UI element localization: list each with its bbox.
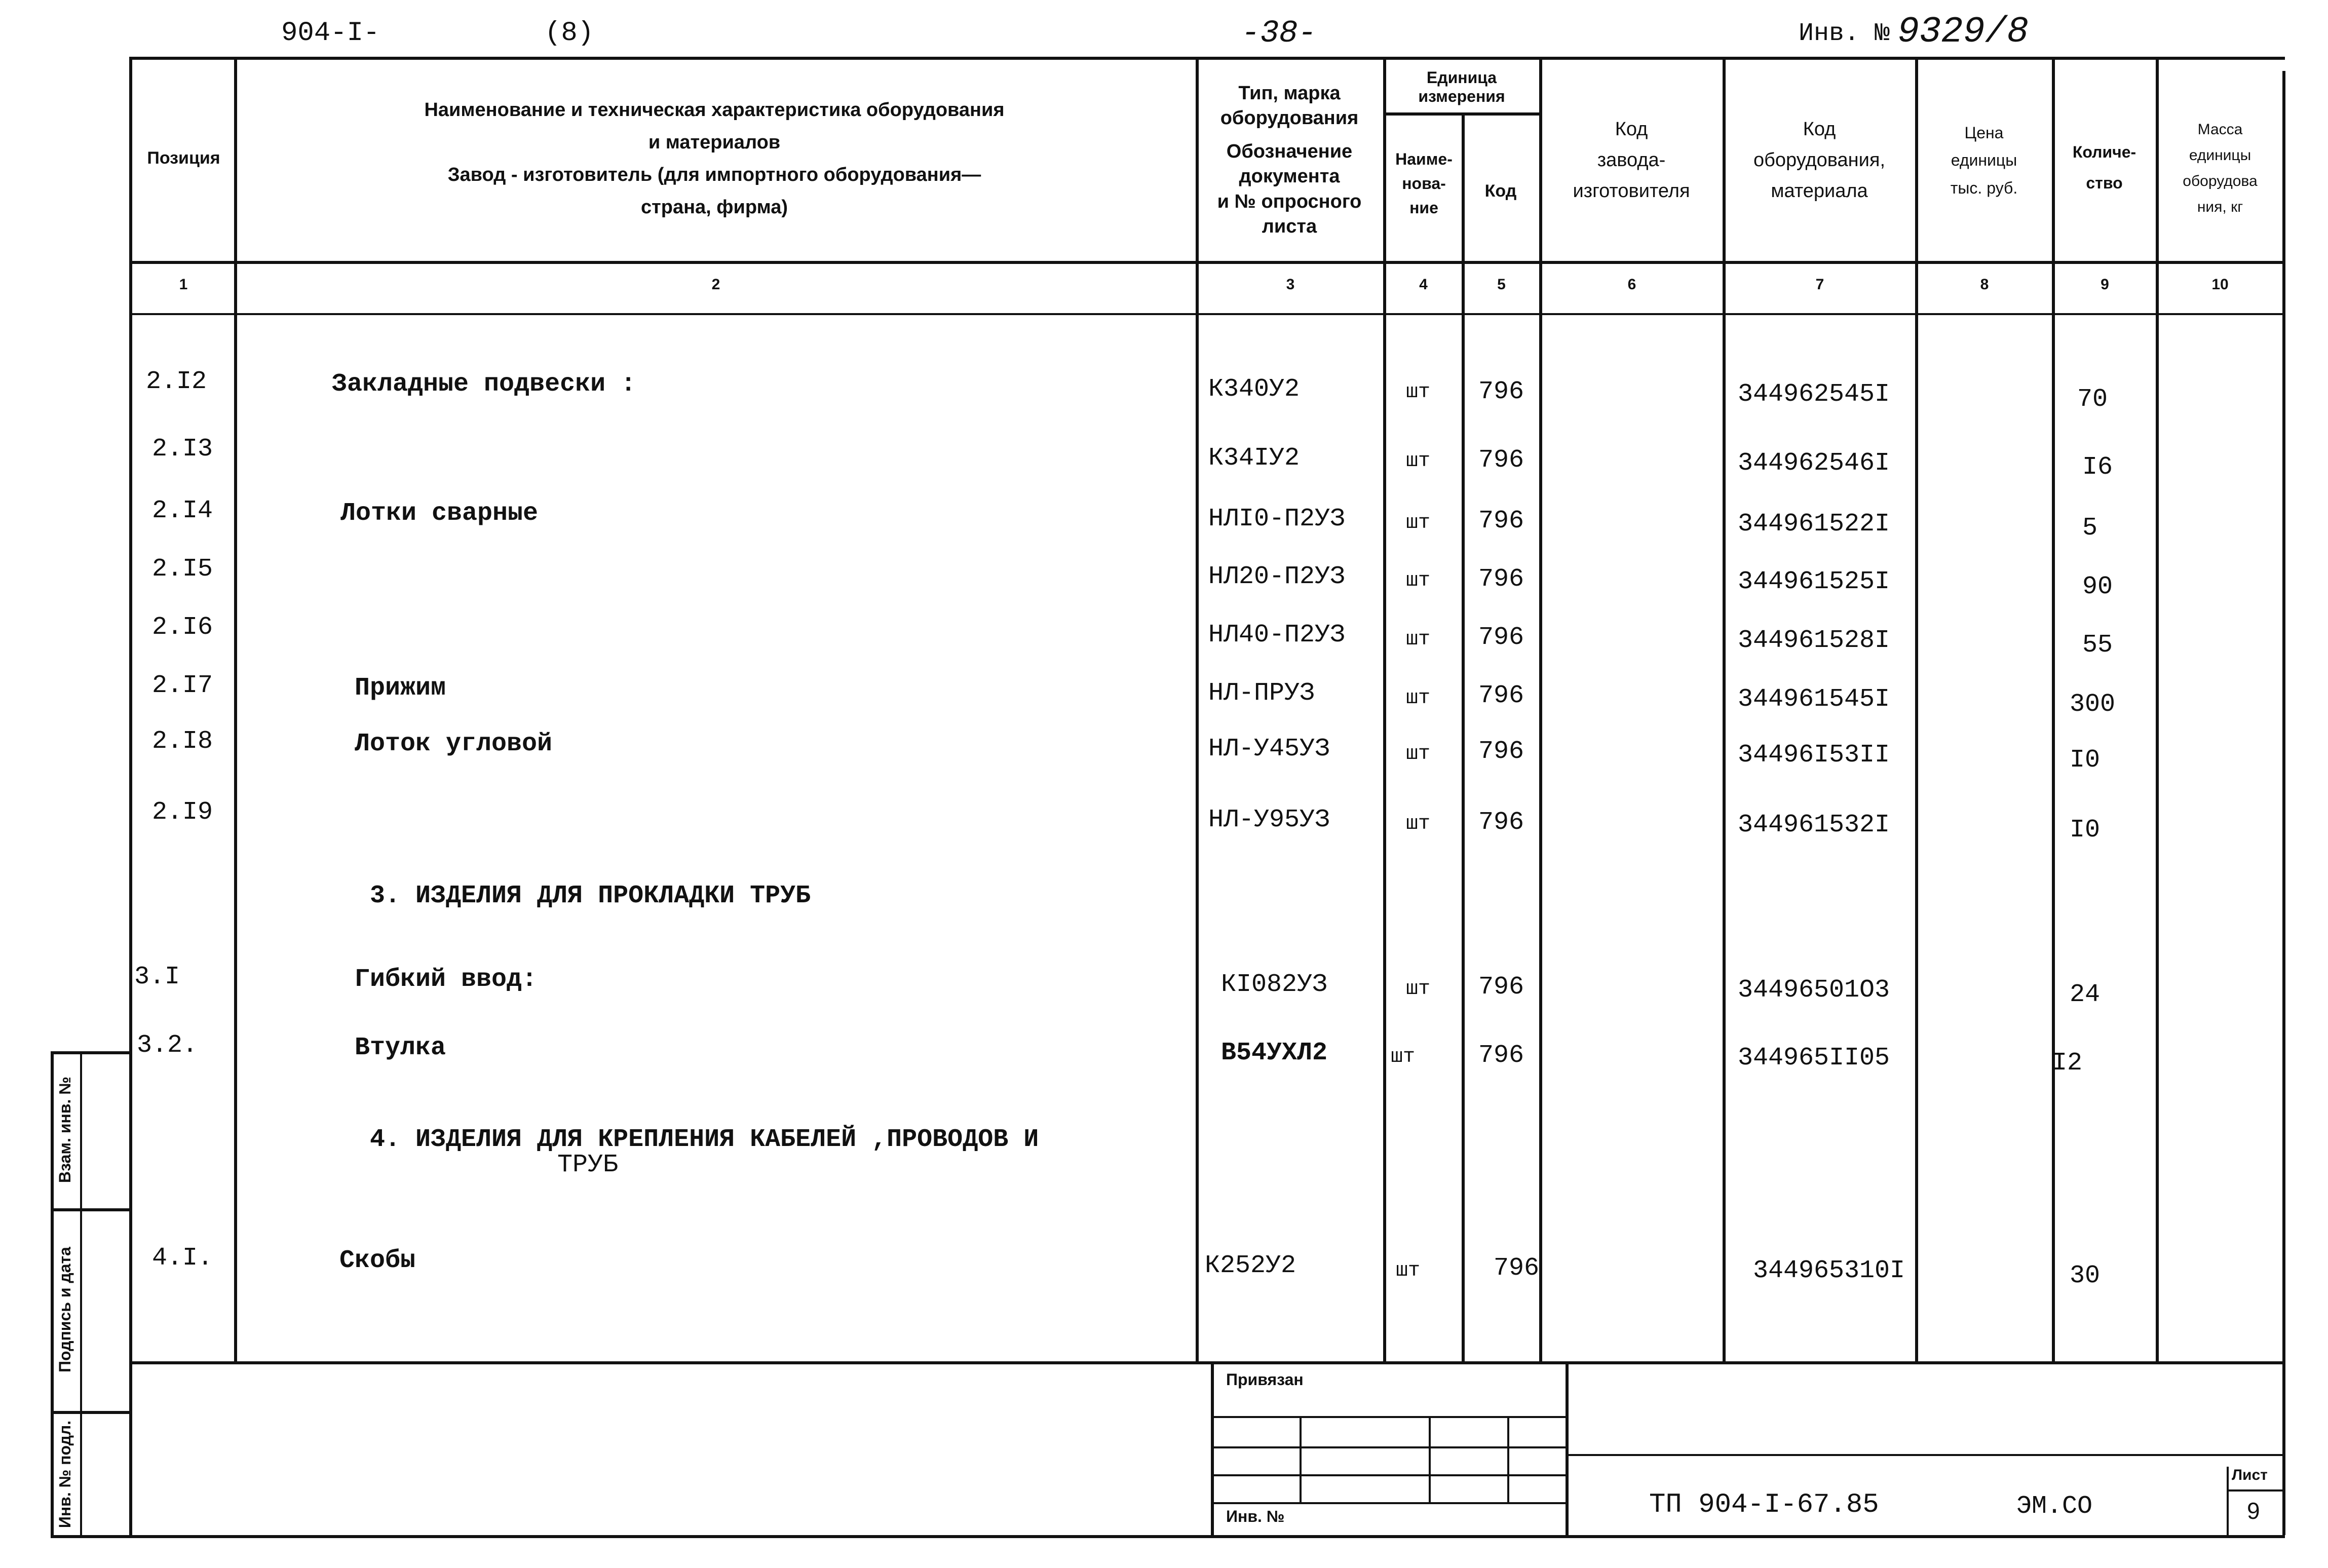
row-2-12-name: Закладные подвески : — [332, 370, 636, 399]
row-3-2-quantity: I2 — [2052, 1049, 2083, 1078]
stamp-right-hline — [1566, 1454, 2285, 1456]
row-2-19-type: НЛ-У95УЗ — [1208, 806, 1330, 834]
row-2-12-material-code: 344962545I — [1738, 380, 1890, 409]
row-4-1-code: 796 — [1494, 1254, 1540, 1283]
stamp-mid-divider — [1566, 1361, 1569, 1535]
row-2-18-material-code: 34496I53II — [1738, 741, 1890, 770]
row-2-13-unit: шт — [1406, 450, 1431, 473]
row-3-2-code: 796 — [1478, 1041, 1524, 1070]
col-number-7: 7 — [1815, 276, 1824, 293]
row-3-1-name: Гибкий ввод: — [355, 965, 538, 994]
header-col2-line4: страна, фирма) — [640, 197, 788, 218]
row-2-18-code: 796 — [1478, 737, 1524, 766]
frame-bottom-line — [129, 1535, 2285, 1538]
stamp-grid-line-3 — [1211, 1474, 1566, 1476]
row-2-14-quantity: 5 — [2082, 514, 2098, 543]
row-2-19-code: 796 — [1478, 808, 1524, 837]
header-col7-line2: оборудования, — [1753, 149, 1886, 171]
col-number-6: 6 — [1627, 276, 1636, 293]
stamp-grid-vline-2 — [1429, 1416, 1431, 1502]
stamp-sheet-number: 9 — [2247, 1498, 2260, 1524]
row-2-17-pos: 2.I7 — [152, 671, 213, 700]
col-divider-2 — [1196, 57, 1199, 1361]
series-number: 904-I- — [281, 18, 380, 49]
row-2-17-quantity: 300 — [2070, 690, 2116, 719]
stamp-grid-vline-3 — [1507, 1416, 1509, 1502]
col-number-3: 3 — [1286, 276, 1295, 293]
row-2-17-material-code: 344961545I — [1738, 685, 1890, 714]
side-vzam-inv-label: Взам. инв. № — [56, 1077, 74, 1183]
unit-group-line — [1383, 112, 1539, 116]
row-3-2-name: Втулка — [355, 1034, 446, 1062]
stamp-mark: ЭМ.СО — [2016, 1492, 2093, 1521]
row-2-12-pos: 2.I2 — [146, 367, 207, 396]
row-3-2-unit: шт — [1391, 1046, 1416, 1068]
frame-left-line — [129, 57, 132, 1536]
header-col7 — [1726, 114, 1913, 206]
side-strip-divider-1 — [51, 1208, 131, 1211]
row-2-15-quantity: 90 — [2082, 572, 2113, 601]
header-col9-line1: Количе- — [2072, 143, 2136, 161]
header-col2-line2: и материалов — [648, 132, 781, 153]
row-2-14-material-code: 344961522I — [1738, 510, 1890, 539]
row-3-2-type: В54УХЛ2 — [1221, 1039, 1328, 1067]
row-2-15-unit: шт — [1406, 569, 1431, 592]
row-2-16-code: 796 — [1478, 623, 1524, 652]
row-2-18-unit: шт — [1406, 743, 1431, 766]
row-4-1-quantity: 30 — [2070, 1261, 2101, 1290]
header-col1: Позиция — [147, 148, 220, 168]
header-col10-line2: единицы — [2189, 147, 2251, 164]
row-2-15-material-code: 344961525I — [1738, 567, 1890, 596]
sheet-ref: (8) — [545, 18, 594, 49]
header-col7-line1: Код — [1803, 119, 1836, 140]
row-2-14-code: 796 — [1478, 507, 1524, 536]
row-3-1-quantity: 24 — [2070, 980, 2101, 1009]
section-4-title-line1: 4. ИЗДЕЛИЯ ДЛЯ КРЕПЛЕНИЯ КАБЕЛЕЙ ,ПРОВОДОВ И — [370, 1125, 1039, 1154]
row-2-18-pos: 2.I8 — [152, 727, 213, 756]
stamp-top-line — [129, 1361, 2285, 1364]
header-unit-line1: Единица — [1426, 68, 1497, 87]
header-col2-line3: Завод - изготовитель (для импортного оборудования— — [447, 164, 981, 185]
row-4-1-name: Скобы — [339, 1246, 416, 1275]
col-divider-4 — [1462, 112, 1465, 1361]
row-2-12-code: 796 — [1478, 377, 1524, 406]
header-col10-line4: ния, кг — [2197, 199, 2243, 215]
row-3-1-pos: 3.I — [134, 963, 180, 991]
header-col2-line1: Наименование и техническая характеристика оборудования — [424, 99, 1005, 121]
inventory-value: 9329/8 — [1897, 11, 2029, 53]
header-col8 — [1918, 119, 2050, 202]
header-col8-line3: тыс. руб. — [1950, 178, 2018, 197]
row-2-13-quantity: I6 — [2082, 453, 2113, 482]
col-number-8: 8 — [1980, 276, 1989, 293]
row-2-13-type: К34IУ2 — [1208, 444, 1300, 473]
header-col3-line3: Обозначение — [1226, 140, 1353, 162]
row-2-13-material-code: 344962546I — [1738, 449, 1890, 478]
row-4-1-type: К252У2 — [1205, 1251, 1296, 1280]
side-podpis-label: Подпись и дата — [56, 1247, 74, 1372]
header-unit-line2: измерения — [1418, 87, 1505, 105]
row-2-19-material-code: 344961532I — [1738, 811, 1890, 839]
section-3-title: 3. ИЗДЕЛИЯ ДЛЯ ПРОКЛАДКИ ТРУБ — [370, 882, 811, 910]
side-strip-left-line — [51, 1051, 54, 1535]
row-2-19-pos: 2.I9 — [152, 798, 213, 827]
col-number-5: 5 — [1497, 276, 1506, 293]
header-col3-line6: листа — [1262, 215, 1317, 237]
header-col6-line3: изготовителя — [1573, 180, 1690, 202]
stamp-sheet-divider — [2227, 1467, 2229, 1535]
page-number: -38- — [1241, 15, 1317, 51]
header-col8-line2: единицы — [1951, 151, 2017, 170]
row-2-19-unit: шт — [1406, 813, 1431, 835]
row-3-1-code: 796 — [1478, 973, 1524, 1002]
row-2-16-type: НЛ40-П2УЗ — [1208, 621, 1346, 649]
header-col10-line1: Масса — [2197, 121, 2243, 138]
header-unit-group — [1386, 68, 1538, 106]
row-2-17-type: НЛ-ПРУЗ — [1208, 679, 1315, 708]
row-2-14-unit: шт — [1406, 512, 1431, 534]
section-4-title — [370, 1127, 1039, 1178]
row-2-18-name: Лоток угловой — [355, 730, 553, 758]
header-col4-line3: ние — [1409, 199, 1438, 217]
row-2-13-code: 796 — [1478, 446, 1524, 475]
section-4-title-line2: ТРУБ — [557, 1151, 619, 1179]
row-2-14-name: Лотки сварные — [340, 499, 539, 528]
col-number-1: 1 — [179, 276, 188, 293]
col-divider-9 — [2156, 57, 2159, 1361]
header-bottom-line — [129, 261, 2285, 264]
row-2-14-type: НЛI0-П2УЗ — [1208, 505, 1346, 533]
row-2-16-quantity: 55 — [2082, 631, 2113, 660]
row-2-14-pos: 2.I4 — [152, 496, 213, 525]
row-2-16-unit: шт — [1406, 628, 1431, 651]
header-col3-line4: документа — [1239, 166, 1340, 187]
row-2-18-type: НЛ-У45УЗ — [1208, 735, 1330, 763]
row-3-1-unit: шт — [1406, 978, 1431, 1001]
row-2-17-name: Прижим — [355, 674, 446, 703]
stamp-privyazan-label: Привязан — [1226, 1370, 1304, 1389]
header-col3-line2: оборудования — [1220, 107, 1359, 129]
header-col3-line1: Тип, марка — [1238, 83, 1341, 104]
col-number-4: 4 — [1419, 276, 1428, 293]
row-2-12-type: К340У2 — [1208, 375, 1300, 404]
header-col3-line5: и № опросного — [1217, 190, 1362, 212]
header-col9 — [2055, 137, 2154, 199]
row-2-15-pos: 2.I5 — [152, 555, 213, 584]
number-row-line — [129, 313, 2285, 315]
frame-right-line — [2282, 71, 2285, 1535]
header-col6 — [1542, 114, 1721, 206]
col-divider-8 — [2052, 57, 2055, 1361]
row-2-19-quantity: I0 — [2070, 816, 2101, 845]
row-2-16-pos: 2.I6 — [152, 613, 213, 642]
header-col7-line3: материала — [1771, 180, 1868, 202]
header-col6-line1: Код — [1615, 119, 1648, 140]
side-inv-podl-label: Инв. № подл. — [56, 1420, 74, 1528]
row-2-18-quantity: I0 — [2070, 746, 2101, 775]
stamp-grid-line-4 — [1211, 1502, 1566, 1504]
header-col8-line1: Цена — [1964, 124, 2004, 142]
header-col4 — [1387, 147, 1461, 220]
header-col9-line2: ство — [2086, 173, 2123, 192]
frame-top-line — [129, 57, 2285, 60]
stamp-grid-line-2 — [1211, 1446, 1566, 1448]
col-number-2: 2 — [711, 276, 720, 293]
col-divider-1 — [234, 57, 237, 1361]
row-2-17-code: 796 — [1478, 681, 1524, 710]
header-col2 — [238, 94, 1191, 223]
header-col10 — [2159, 117, 2281, 220]
col-number-9: 9 — [2101, 276, 2109, 293]
col-number-10: 10 — [2211, 276, 2229, 293]
stamp-inv-label: Инв. № — [1226, 1507, 1285, 1525]
row-2-15-code: 796 — [1478, 565, 1524, 594]
row-2-12-quantity: 70 — [2077, 385, 2108, 414]
stamp-document-code: ТП 904-I-67.85 — [1649, 1489, 1879, 1520]
col-divider-5 — [1539, 57, 1542, 1361]
stamp-sheet-hline — [2227, 1489, 2285, 1491]
row-2-17-unit: шт — [1406, 687, 1431, 710]
stamp-sheet-label: Лист — [2232, 1467, 2268, 1483]
side-strip-inner-line — [80, 1051, 82, 1535]
stamp-grid-vline-1 — [1300, 1416, 1302, 1502]
row-3-2-pos: 3.2. — [137, 1031, 198, 1060]
header-col10-line3: оборудова — [2183, 173, 2258, 189]
row-4-1-material-code: 344965310I — [1753, 1256, 1905, 1285]
row-2-13-pos: 2.I3 — [152, 435, 213, 464]
header-col4-line2: нова- — [1402, 174, 1446, 193]
row-2-12-unit: шт — [1406, 381, 1431, 404]
row-2-15-type: НЛ20-П2УЗ — [1208, 562, 1346, 591]
stamp-grid-line-1 — [1211, 1416, 1566, 1418]
inventory-label: Инв. № — [1799, 19, 1890, 48]
row-2-16-material-code: 344961528I — [1738, 626, 1890, 655]
col-divider-3 — [1383, 57, 1386, 1361]
row-3-1-type: КI082УЗ — [1221, 970, 1328, 999]
col-divider-7 — [1915, 57, 1918, 1361]
col-divider-6 — [1723, 57, 1726, 1361]
row-4-1-unit: шт — [1396, 1259, 1421, 1282]
header-col4-line1: Наиме- — [1395, 150, 1453, 168]
row-3-1-material-code: 34496501О3 — [1738, 976, 1890, 1005]
header-col5: Код — [1484, 181, 1517, 201]
header-col6-line2: завода- — [1597, 149, 1666, 171]
header-col3 — [1198, 81, 1381, 239]
row-3-2-material-code: 344965II05 — [1738, 1044, 1890, 1073]
row-4-1-pos: 4.I. — [152, 1244, 213, 1273]
